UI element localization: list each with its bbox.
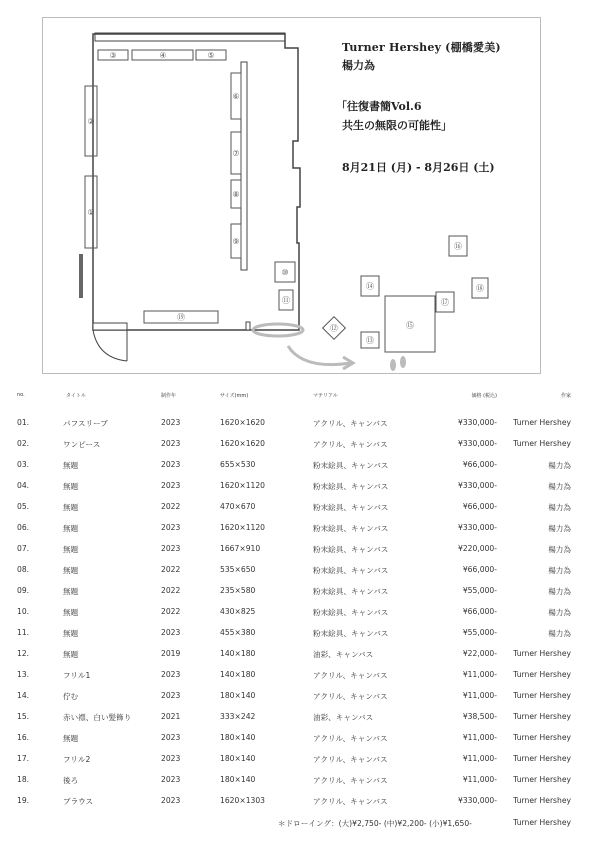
row-title: フリル1: [63, 671, 91, 680]
marker-17: ⑰: [441, 298, 449, 307]
row-title: 無題: [63, 650, 79, 659]
row-no: 12.: [17, 649, 30, 658]
table-row: [0, 670, 595, 691]
row-price: ¥330,000-: [458, 481, 497, 490]
marker-18: ⑱: [476, 284, 484, 293]
artwork-19: [144, 311, 218, 323]
row-artist: 楊力為: [548, 608, 571, 617]
marker-12: ⑫: [330, 324, 338, 333]
row-title: 無題: [63, 545, 79, 554]
row-material: 粉末絵具、キャンバス: [313, 608, 389, 617]
row-price: ¥11,000-: [462, 691, 497, 700]
row-size: 1620×1303: [220, 796, 266, 805]
table-row: [0, 691, 595, 712]
row-material: 粉末絵具、キャンバス: [313, 503, 389, 512]
row-material: 粉末絵具、キャンバス: [313, 461, 389, 470]
row-no: 11.: [17, 628, 30, 637]
row-artist: Turner Hershey: [513, 754, 571, 763]
row-no: 01.: [17, 418, 30, 427]
row-material: 油彩、キャンバス: [313, 650, 374, 659]
row-title: 無題: [63, 461, 79, 470]
row-year: 2022: [161, 586, 181, 595]
row-title: 無題: [63, 608, 79, 617]
route-arrow: [288, 346, 351, 365]
row-title: 無題: [63, 503, 79, 512]
marker-14: ⑭: [366, 282, 374, 291]
row-no: 15.: [17, 712, 30, 721]
artwork-7: [231, 132, 241, 174]
row-artist: Turner Hershey: [513, 670, 571, 679]
row-price: ¥330,000-: [458, 796, 497, 805]
row-no: 10.: [17, 607, 30, 616]
table-row: [0, 502, 595, 523]
row-material: アクリル、キャンバス: [313, 755, 388, 764]
table-row: [0, 733, 595, 754]
artwork-15: [385, 296, 435, 352]
row-title: 無題: [63, 524, 79, 533]
row-size: 1620×1120: [220, 523, 266, 532]
row-no: 02.: [17, 439, 30, 448]
artwork-6: [231, 73, 241, 119]
row-no: 07.: [17, 544, 30, 553]
row-title: 後ろ: [63, 776, 79, 785]
row-title: ブラウス: [63, 797, 94, 806]
row-material: アクリル、キャンバス: [313, 419, 388, 428]
row-artist: Turner Hershey: [513, 733, 571, 742]
table-row: [0, 712, 595, 733]
marker-9: ⑨: [232, 237, 240, 246]
row-size: 1620×1620: [220, 418, 266, 427]
row-year: 2021: [161, 712, 181, 721]
row-material: アクリル、キャンバス: [313, 776, 388, 785]
row-title: フリル2: [63, 755, 91, 764]
exhibition-title: 「往復書簡Vol.6: [336, 100, 422, 113]
marker-2: ②: [87, 117, 95, 126]
row-price: ¥11,000-: [462, 733, 497, 742]
row-size: 470×670: [220, 502, 256, 511]
row-year: 2023: [161, 670, 181, 679]
col-header-year: 制作年: [161, 393, 177, 399]
row-artist: 楊力為: [548, 461, 571, 470]
row-artist: Turner Hershey: [513, 439, 571, 448]
artwork-16: [449, 236, 467, 256]
marker-13: ⑬: [366, 336, 374, 345]
row-price: ¥55,000-: [462, 586, 497, 595]
marker-1: ①: [87, 208, 95, 217]
row-year: 2023: [161, 691, 181, 700]
row-price: ¥11,000-: [462, 775, 497, 784]
drawing-price-note: ＊ドローイング：(大)¥2,750- (中)¥2,200- (小)¥1,650-: [278, 819, 472, 828]
row-no: 17.: [17, 754, 30, 763]
table-row: [0, 418, 595, 439]
row-size: 430×825: [220, 607, 256, 616]
row-title: ワンピース: [63, 440, 101, 449]
row-artist: 楊力為: [548, 545, 571, 554]
row-artist: 楊力為: [548, 566, 571, 575]
row-price: ¥220,000-: [458, 544, 497, 553]
row-size: 180×140: [220, 733, 256, 742]
row-material: 粉末絵具、キャンバス: [313, 629, 389, 638]
row-size: 180×140: [220, 754, 256, 763]
row-price: ¥330,000-: [458, 523, 497, 532]
row-price: ¥11,000-: [462, 754, 497, 763]
col-header-size: サイズ(mm): [220, 393, 249, 399]
exhibition-dates: 8月21日 (月) - 8月26日 (土): [342, 161, 495, 174]
artwork-9: [231, 224, 241, 258]
table-row: [0, 649, 595, 670]
row-material: 粉末絵具、キャンバス: [313, 482, 389, 491]
row-title: 無題: [63, 566, 79, 575]
artwork-5: [196, 50, 226, 60]
row-artist: Turner Hershey: [513, 775, 571, 784]
table-row: [0, 460, 595, 481]
artwork-10: [275, 262, 295, 282]
row-title: 赤い襟、白い髪飾り: [63, 713, 132, 722]
table-row: [0, 754, 595, 775]
row-title: 無題: [63, 587, 79, 596]
table-row: [0, 628, 595, 649]
table-row: [0, 586, 595, 607]
row-no: 08.: [17, 565, 30, 574]
row-artist: Turner Hershey: [513, 649, 571, 658]
marker-11: ⑪: [282, 296, 290, 305]
col-header-price: 価格 (税込): [471, 393, 497, 399]
exhibition-subtitle: 共生の無限の可能性」: [342, 119, 452, 132]
row-price: ¥66,000-: [462, 502, 497, 511]
artwork-11: [279, 290, 293, 310]
floor-plan: [42, 17, 541, 374]
row-title: パフスリーブ: [63, 419, 108, 428]
row-price: ¥11,000-: [462, 670, 497, 679]
row-size: 1667×910: [220, 544, 261, 553]
table-row: [0, 607, 595, 628]
row-no: 09.: [17, 586, 30, 595]
row-size: 655×530: [220, 460, 256, 469]
col-header-no: no.: [17, 392, 25, 398]
marker-8: ⑧: [232, 190, 240, 199]
table-row: [0, 775, 595, 796]
row-artist: 楊力為: [548, 524, 571, 533]
drawing-artist: Turner Hershey: [513, 818, 571, 827]
artwork-17: [436, 292, 454, 312]
row-artist: Turner Hershey: [513, 418, 571, 427]
row-material: アクリル、キャンバス: [313, 671, 388, 680]
marker-10: ⑩: [281, 268, 289, 277]
artwork-12: [323, 317, 346, 340]
row-size: 140×180: [220, 649, 256, 658]
row-material: 粉末絵具、キャンバス: [313, 587, 389, 596]
row-size: 333×242: [220, 712, 256, 721]
row-size: 140×180: [220, 670, 256, 679]
row-year: 2022: [161, 565, 181, 574]
table-row: [0, 481, 595, 502]
table-row: [0, 439, 595, 460]
row-artist: Turner Hershey: [513, 712, 571, 721]
row-material: アクリル、キャンバス: [313, 692, 388, 701]
row-year: 2023: [161, 628, 181, 637]
table-row: [0, 796, 595, 817]
room-outline: [93, 34, 300, 330]
row-material: アクリル、キャンバス: [313, 440, 388, 449]
artwork-8: [231, 180, 241, 208]
row-price: ¥66,000-: [462, 460, 497, 469]
row-size: 180×140: [220, 775, 256, 784]
row-title: 無題: [63, 734, 79, 743]
artwork-4: [132, 50, 193, 60]
col-header-title: タイトル: [66, 393, 86, 399]
row-no: 14.: [17, 691, 30, 700]
row-price: ¥55,000-: [462, 628, 497, 637]
row-year: 2022: [161, 502, 181, 511]
row-title: 無題: [63, 482, 79, 491]
row-price: ¥330,000-: [458, 418, 497, 427]
table-row: [0, 544, 595, 565]
row-size: 180×140: [220, 691, 256, 700]
row-material: アクリル、キャンバス: [313, 734, 388, 743]
row-no: 03.: [17, 460, 30, 469]
table-row: [0, 523, 595, 544]
row-year: 2023: [161, 439, 181, 448]
row-material: 粉末絵具、キャンバス: [313, 524, 389, 533]
row-year: 2023: [161, 754, 181, 763]
row-size: 1620×1120: [220, 481, 266, 490]
artwork-3: [98, 50, 128, 60]
row-no: 16.: [17, 733, 30, 742]
row-price: ¥330,000-: [458, 439, 497, 448]
artwork-18: [472, 278, 488, 298]
row-artist: 楊力為: [548, 629, 571, 638]
row-no: 04.: [17, 481, 30, 490]
row-size: 535×650: [220, 565, 256, 574]
row-artist: 楊力為: [548, 482, 571, 491]
artist-names: Turner Hershey (棚橋愛美): [342, 41, 501, 54]
row-size: 455×380: [220, 628, 256, 637]
row-material: アクリル、キャンバス: [313, 797, 388, 806]
row-artist: Turner Hershey: [513, 691, 571, 700]
artwork-2: [85, 86, 97, 156]
footprints-icon: [390, 356, 406, 371]
row-year: 2023: [161, 460, 181, 469]
marker-16: ⑯: [454, 242, 462, 251]
marker-6: ⑥: [232, 92, 240, 101]
row-year: 2023: [161, 796, 181, 805]
table-row: [0, 565, 595, 586]
col-header-material: マテリアル: [313, 393, 338, 399]
row-no: 05.: [17, 502, 30, 511]
row-material: 油彩、キャンバス: [313, 713, 374, 722]
row-title: 無題: [63, 629, 79, 638]
artwork-14: [361, 276, 379, 296]
row-year: 2023: [161, 544, 181, 553]
marker-3: ③: [109, 51, 117, 60]
artwork-13: [361, 332, 379, 348]
row-year: 2023: [161, 733, 181, 742]
col-header-artist: 作家: [560, 393, 571, 399]
artwork-1: [85, 176, 97, 248]
row-price: ¥22,000-: [462, 649, 497, 658]
marker-7: ⑦: [232, 149, 240, 158]
row-year: 2019: [161, 649, 181, 658]
row-material: 粉末絵具、キャンバス: [313, 545, 389, 554]
marker-5: ⑤: [207, 51, 215, 60]
row-no: 18.: [17, 775, 30, 784]
marker-19: ⑲: [177, 313, 185, 322]
row-no: 06.: [17, 523, 30, 532]
row-artist: Turner Hershey: [513, 796, 571, 805]
row-price: ¥66,000-: [462, 565, 497, 574]
row-artist: 楊力為: [548, 503, 571, 512]
row-price: ¥38,500-: [462, 712, 497, 721]
row-no: 13.: [17, 670, 30, 679]
row-artist: 楊力為: [548, 587, 571, 596]
row-material: 粉末絵具、キャンバス: [313, 566, 389, 575]
row-year: 2022: [161, 607, 181, 616]
marker-4: ④: [159, 51, 167, 60]
row-size: 235×580: [220, 586, 256, 595]
row-no: 19.: [17, 796, 30, 805]
floor-plan-drawing: [43, 18, 540, 373]
artist-name-2: 楊力為: [342, 59, 375, 72]
row-size: 1620×1620: [220, 439, 266, 448]
row-year: 2023: [161, 523, 181, 532]
marker-15: ⑮: [406, 321, 414, 330]
row-year: 2023: [161, 481, 181, 490]
row-price: ¥66,000-: [462, 607, 497, 616]
row-year: 2023: [161, 418, 181, 427]
row-title: 佇む: [63, 692, 79, 701]
row-year: 2023: [161, 775, 181, 784]
